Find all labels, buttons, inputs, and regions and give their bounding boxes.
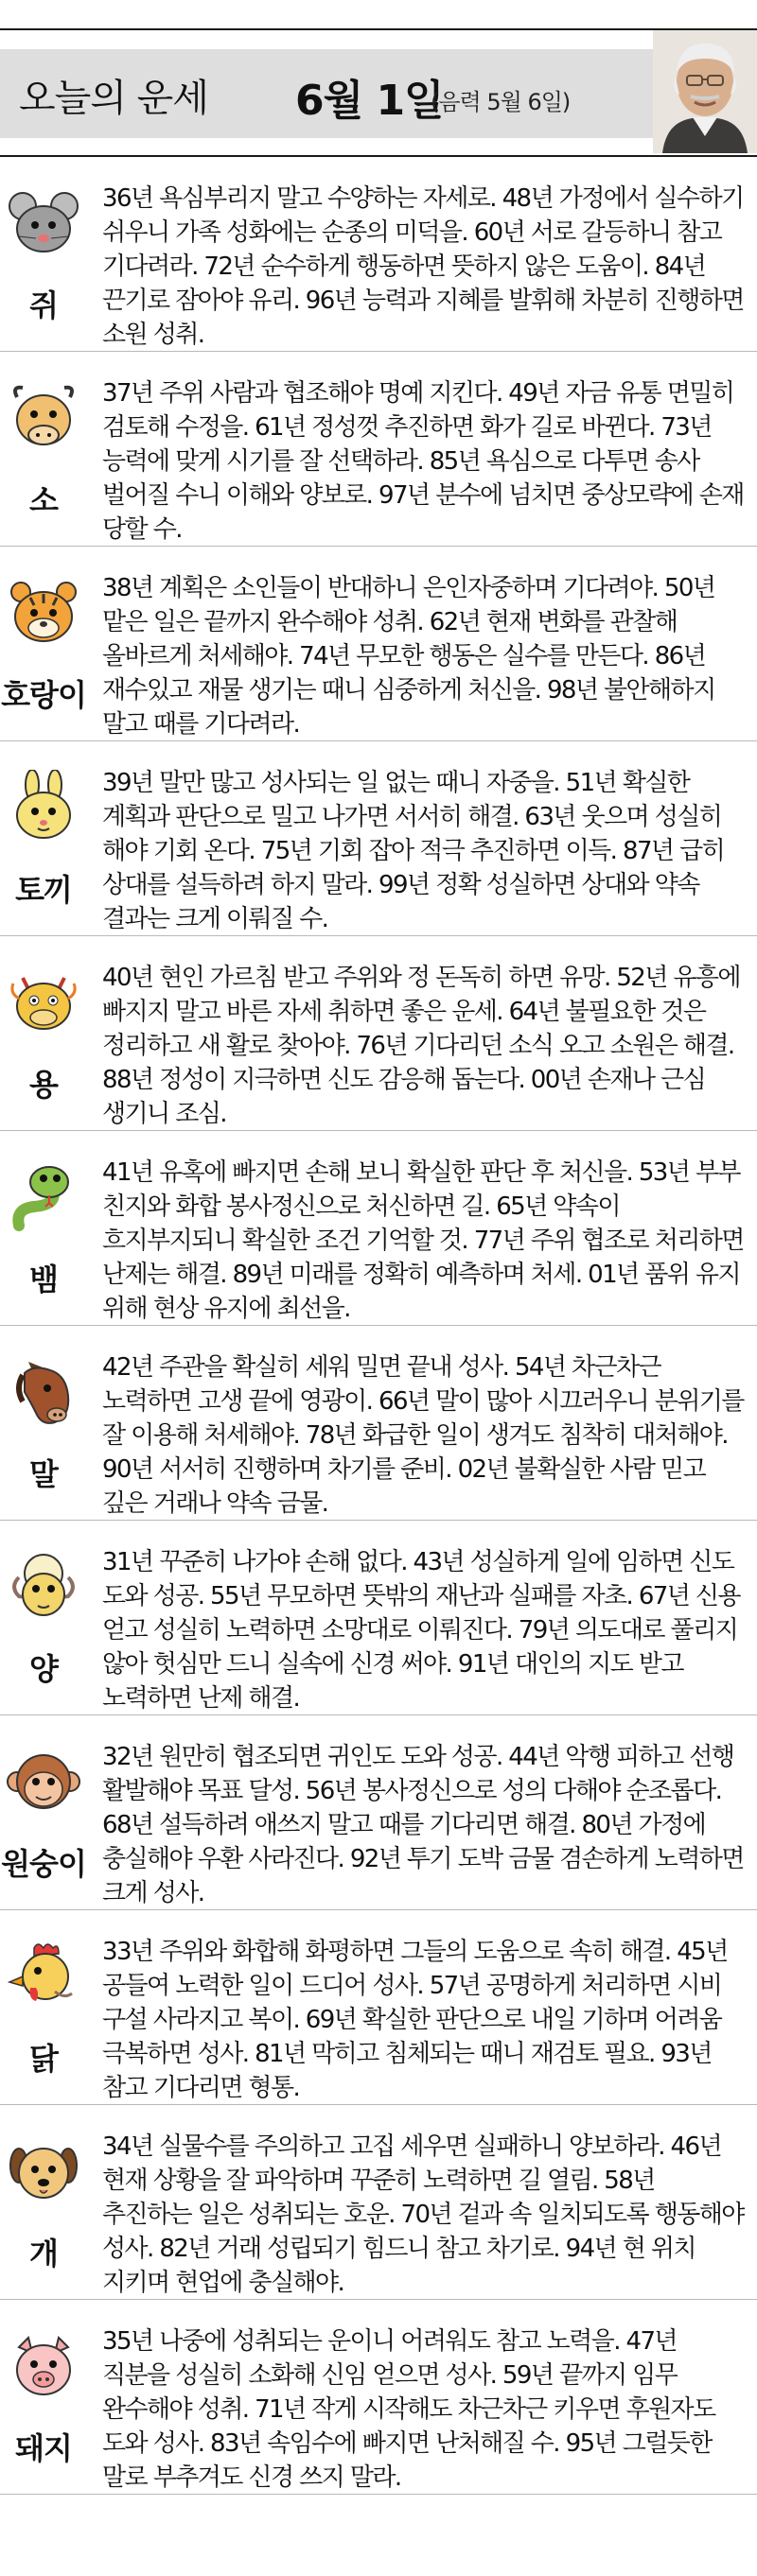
zodiac-cell (0, 547, 87, 741)
snake-icon (6, 1159, 81, 1235)
sheep-icon (6, 1549, 81, 1625)
zodiac-name: 말 (29, 1456, 58, 1492)
header-lunar-date: (음력 5월 6일) (431, 89, 571, 115)
zodiac-cell (0, 936, 87, 1131)
monkey-icon (6, 1744, 81, 1819)
zodiac-cell (0, 352, 87, 547)
tiger-icon (6, 575, 81, 651)
list-item (0, 157, 757, 352)
zodiac-name: 양 (29, 1651, 58, 1687)
fortune-text: 38년 계획은 소인들이 반대하니 은인자중하며 기다려야. 50년 맡은 일은 끝까지 완수해야 성취. 62년 현재 변화를 관찰해 올바르게 처세해야. 74년 무모한 행동은 실수를 만든다. 86년 재수있고 재물 생기는 때니 심중하게 처신을. 98년 불안해하지 말고 때를 기다려라. (102, 574, 715, 739)
zodiac-cell (0, 741, 87, 936)
zodiac-name: 원숭이 (1, 1846, 86, 1882)
fortune-text: 34년 실물수를 주의하고 고집 세우면 실패하니 양보하라. 46년 현재 상황을 잘 파악하며 꾸준히 노력하면 길 열림. 58년 추진하는 일은 성취되는 호운. 70년 겉과 속 일치되도록 행동해야 성사. 82년 거래 성립되기 힘드니 참고 차기로. 94년 현 위치 지키며 현업에 충실해야. (102, 2132, 744, 2297)
list-item (0, 2105, 757, 2300)
zodiac-fortune-list (0, 157, 757, 2495)
zodiac-cell (0, 2300, 87, 2495)
zodiac-cell (0, 1326, 87, 1521)
fortune-text: 40년 현인 가르침 받고 주위와 정 돈독히 하면 유망. 52년 유흥에 빠지지 말고 바른 자세 취하면 좋은 운세. 64년 불필요한 것은 정리하고 새 활로 찾아야. 76년 기다리던 소식 오고 소원은 해결. 88년 정성이 지극하면 신도 감응해 돕는다. 00년 손재나 근심 생기니 조심. (102, 964, 740, 1128)
dragon-icon (6, 965, 81, 1040)
fortune-text: 37년 주위 사람과 협조해야 명예 지킨다. 49년 자금 유통 면밀히 검토해 수정을. 61년 정성껏 추진하면 화가 길로 바뀐다. 73년 능력에 맞게 시기를 잘 선택하라. 85년 욕심으로 다투면 송사 벌어질 수니 이해와 양보로. 97년 분수에 넘치면 중상모략에 손재 당할 수. (102, 379, 744, 544)
fortune-text: 42년 주관을 확실히 세워 밀면 끝내 성사. 54년 차근차근 노력하면 고생 끝에 영광이. 66년 말이 많아 시끄러우니 분위기를 잘 이용해 처세해야. 78년 화급한 일이 생겨도 침착히 대처해야. 90년 서서히 진행하며 차기를 준비. 02년 불확실한 사람 믿고 깊은 거래나 약속 금물. (102, 1353, 744, 1518)
fortune-text: 35년 나중에 성취되는 운이니 어려워도 참고 노력을. 47년 직분을 성실히 소화해 신임 얻으면 성사. 59년 끝까지 임무 완수해야 성취. 71년 작게 시작해도 차근차근 키우면 후원자도 도와 성사. 83년 속임수에 빠지면 난처해질 수. 95년 그럴듯한 말로 부추겨도 신경 쓰지 말라. (102, 2327, 715, 2492)
zodiac-name: 닭 (29, 2041, 58, 2077)
zodiac-cell (0, 157, 87, 352)
list-item (0, 352, 757, 547)
list-item (0, 1910, 757, 2105)
portrait-photo-icon (653, 30, 757, 153)
fortune-text: 32년 원만히 협조되면 귀인도 도와 성공. 44년 악행 피하고 선행 활발해야 목표 달성. 56년 봉사정신으로 성의 다해야 순조롭다. 68년 설득하려 애쓰지 말고 때를 기다리면 해결. 80년 가정에 충실해야 우환 사라진다. 92년 투기 도박 금물 겸손하게 노력하면 크게 성사. (102, 1743, 744, 1907)
fortune-text: 33년 주위와 화합해 화평하면 그들의 도움으로 속히 해결. 45년 공들여 노력한 일이 드디어 성사. 57년 공명하게 처리하면 시비 구설 사라지고 복이. 69년 확실한 판단으로 내일 기하며 어려움 극복하면 성사. 81년 막히고 침체되는 때니 재검토 필요. 93년 참고 기다리면 형통. (102, 1938, 728, 2102)
list-item (0, 741, 757, 936)
fortune-text: 31년 꾸준히 나가야 손해 없다. 43년 성실하게 일에 임하면 신도 도와 성공. 55년 무모하면 뜻밖의 재난과 실패를 자초. 67년 신용 얻고 성실히 노력하면 소망대로 이뤄진다. 79년 의도대로 풀리지 않아 헛심만 드니 실속에 신경 써야. 91년 대인의 지도 받고 노력하면 난제 해결. (102, 1548, 740, 1713)
rat-icon (6, 185, 81, 261)
fortune-page (0, 28, 757, 2576)
zodiac-name: 돼지 (15, 2430, 72, 2466)
fortune-text: 39년 말만 많고 성사되는 일 없는 때니 자중을. 51년 확실한 계획과 판단으로 밀고 나가면 서서히 해결. 63년 웃으며 성실히 해야 기회 온다. 75년 기회 잡아 적극 추진하면 이득. 87년 급히 상대를 설득하려 하지 말라. 99년 정확 성실하면 상대와 약속 결과는 크게 이뤄질 수. (102, 769, 725, 933)
zodiac-name: 호랑이 (1, 677, 86, 713)
list-item (0, 1715, 757, 1910)
ox-icon (6, 380, 81, 456)
fortune-text: 36년 욕심부리지 말고 수양하는 자세로. 48년 가정에서 실수하기 쉬우니 가족 성화에는 순종의 미덕을. 60년 서로 갈등하니 참고 기다려라. 72년 순수하게 행동하면 뜻하지 않은 도움이. 84년 끈기로 잠아야 유리. 96년 능력과 지혜를 발휘해 차분히 진행하면 소원 성취. (102, 184, 744, 349)
page-title: 오늘의 운세 (19, 77, 208, 120)
zodiac-cell (0, 1910, 87, 2105)
zodiac-cell (0, 1715, 87, 1910)
zodiac-name: 쥐 (29, 287, 58, 323)
horse-icon (6, 1354, 81, 1430)
page-header (0, 28, 757, 157)
zodiac-name: 용 (29, 1067, 58, 1103)
pig-icon (6, 2328, 81, 2404)
zodiac-name: 소 (29, 482, 58, 518)
header-date: 6월 1일 (295, 77, 444, 125)
rooster-icon (6, 1939, 81, 2014)
fortune-text: 41년 유혹에 빠지면 손해 보니 확실한 판단 후 처신을. 53년 부부 친지와 화합 봉사정신으로 처신하면 길. 65년 약속이 흐지부지되니 확실한 조건 기억할 것. 77년 주위 협조로 처리하면 난제는 해결. 89년 미래를 정확히 예측하며 처세. 01년 품위 유지 위해 현상 유지에 최선을. (102, 1158, 744, 1323)
rabbit-icon (6, 770, 81, 845)
zodiac-name: 토끼 (15, 872, 72, 908)
list-item (0, 1326, 757, 1521)
zodiac-cell (0, 1521, 87, 1715)
list-item (0, 1521, 757, 1715)
zodiac-cell (0, 2105, 87, 2300)
zodiac-name: 개 (29, 2236, 58, 2271)
zodiac-cell (0, 1131, 87, 1326)
list-item (0, 936, 757, 1131)
zodiac-name: 뱀 (29, 1262, 58, 1297)
list-item (0, 1131, 757, 1326)
list-item (0, 2300, 757, 2495)
dog-icon (6, 2133, 81, 2209)
columnist-portrait (653, 30, 757, 153)
list-item (0, 547, 757, 741)
